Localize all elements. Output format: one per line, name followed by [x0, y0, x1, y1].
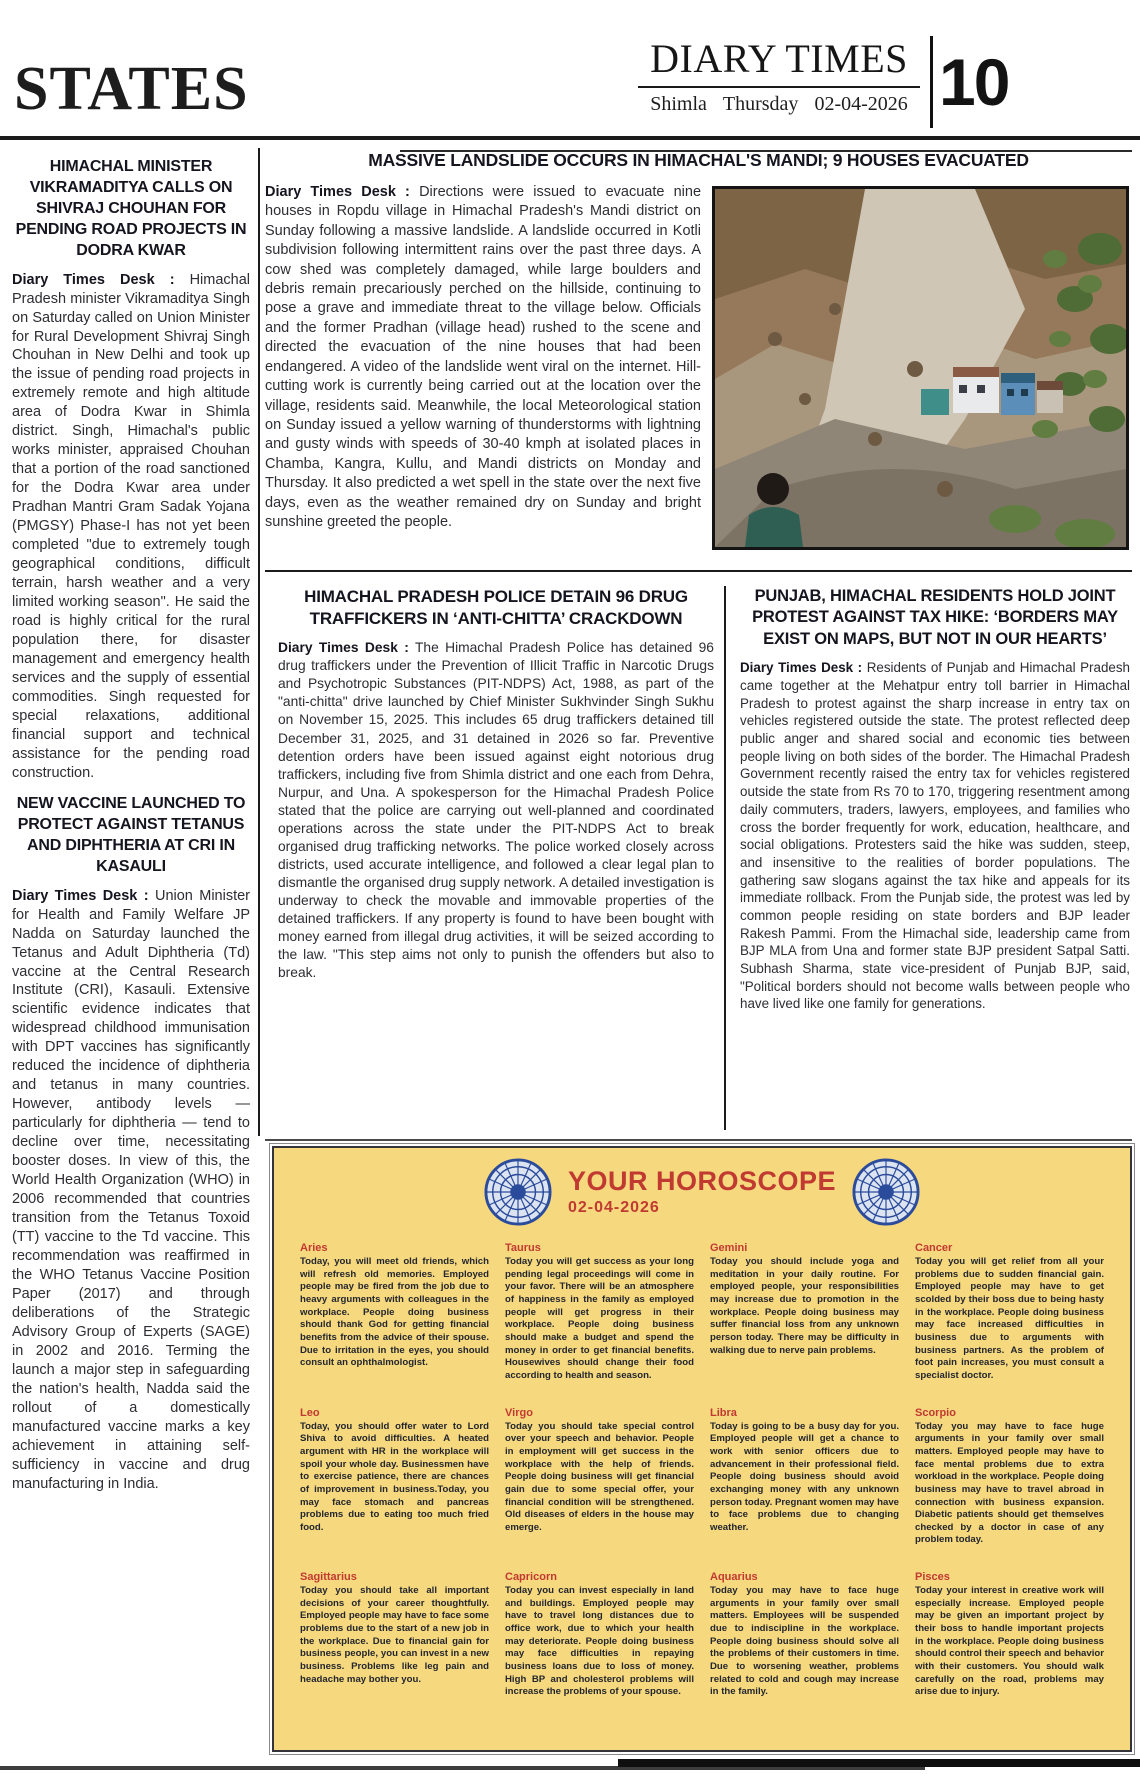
sign-name: Pisces [915, 1571, 950, 1584]
article-body [278, 639, 714, 982]
body-text: Directions were issued to evacuate nine houses in Ropdu village in Himachal Pradesh's Mandi district on Sunday following a massive landslide. A landslide occurred in Kotli subdivision following intermittent rains over the past three days. A cow shed was completely damaged, while large boulders and debris remain precariously perched on the hillside, continuing to pose a grave and immediate threat to the village below. Officials and the former Pradhan (village head) rushed to the scene and directed the evacuation of the nine houses that had been endangered. A video of the landslide went viral on the internet. Hill-cutting work is currently being carried out at the location over the village, residents said. Meanwhile, the local Meteorological station on Sunday issued a yellow warning of thunderstorms with lightning and gusty winds with speeds of 30-40 kmph at isolated places in Chamba, Kangra, Kullu, and Mandi districts on Monday and Thursday. It also predicted a wet spell in the state over the next five days, even as the weather remained dry on Sunday and bright sunshine greeted the people. [265, 183, 702, 531]
sign-text: Today you should include yoga and meditation in your daily routine. For employed people, your responsibilities may increase due to promotion in the workplace. People doing business may suffer financial loss from any unknown person today. There may be difficulty in walking due to nerve pain problems. [710, 1256, 899, 1356]
body-text: The Himachal Pradesh Police has detained 96 drug traffickers under the Prevention of Illicit Traffic in Narcotic Drugs and Psychotropic Substances (PIT-NDPS) Act, 1988, as part of the "anti-chitta" drive launched by Chief Minister Sukhvinder Singh Sukhu on November 15, 2025. This includes 65 drug traffickers detained till December 31, 2025, and 31 detained in 2026 so far. Preventive detention orders have been issued against eight notorious drug traffickers, including five from Shimla district and one each from Dehra, Nurpur, and Una. A spokesperson for the Himachal Pradesh Police stated that the police are carrying out well-planned and coordinated operations across the state under the PIT-NDPS Act to break organised drug trafficking networks. The police worked closely across districts, used accurate intelligence, and followed a clear legal plan to dismantle the organised drug supply network. A detailed investigation is underway to check the movable and immovable properties of the detained traffickers. If any property is found to have been bought with money earned from illegal drug activities, it will be seized according to the law. "This step aims not only to punish the offenders but also to break. [278, 640, 714, 981]
horoscope-entry [505, 1242, 694, 1383]
horoscope-entry [915, 1242, 1104, 1383]
sign-name: Taurus [505, 1242, 541, 1254]
horoscope-entry [300, 1407, 489, 1548]
article-vaccine [12, 793, 250, 1494]
byline: Diary Times Desk : [12, 271, 175, 288]
article-protest [740, 584, 1130, 1136]
sign-text: Today you will get success as your long pending legal proceedings will come in your favor. There will be an atmosphere of happiness in the family as employed people will get progress in their workplace. People doing business should make a budget and spend the money in order to get financial benefits. Housewives should change their food according to health and season. [505, 1256, 694, 1381]
dateline-date: 02-04-2026 [814, 93, 908, 115]
body-text: Residents of Punjab and Himachal Pradesh came together at the Mehatpur entry toll barrier in Himachal Pradesh to protest against the sharp increase in entry tax on vehicles registered outside the state. The protest reflected deep public anger and shared social and economic ties between people living on both sides of the border. The Himachal Pradesh Government recently raised the entry tax for vehicles registered outside the state from Rs 70 to 170, triggering resentment among daily commuters, traders, lawyers, employees, and families who cross the border frequently for work, education, healthcare, and social obligations. Protesters said the hike was sudden, steep, and insensitive to the realities of border populations. The gathering saw slogans against the tax hike and appeals for its immediate rollback. From the Punjab side, the protest was led by common people residing on state borders and BJP leader Rakesh Pammi. From the Himachal side, leadership came from BJP MLA from Una and former state BJP president Satpal Satti. Subhash Sharma, state vice-president of Punjab BJP, said, "Political borders should not become walls between people who have lived like one family for generations. [740, 660, 1130, 1012]
column-divider-mid [724, 586, 726, 1130]
sign-name: Sagittarius [300, 1571, 357, 1584]
article-body [12, 271, 250, 784]
article-landslide [265, 146, 1132, 566]
sign-text: Today is going to be a busy day for you. Employed people will get a chance to work with senior officers due to advancement in their professional field. People doing business should avoid exchanging money with any unknown person today. Pregnant women may have to face problems due to changing weather. [710, 1420, 899, 1533]
horoscope-date: 02-04-2026 [567, 1198, 660, 1216]
sign-text: Today you will get relief from all your problems due to sudden financial gain. Employed people may have to get scolded by their boss due to being hasty in the workplace. People doing business may face increased difficulties in business due to arguments with business partners. As the problem of foot pain increases, you must consult a specialist doctor. [915, 1256, 1104, 1381]
article-road-projects [12, 156, 250, 783]
horoscope-entry [300, 1242, 489, 1383]
sign-text: Today you should take special control over your speech and behavior. People in employment will get success in the workplace with the help of friends. People doing business will get financial gain due to some special offer, your financial condition will be strengthened. Old diseases of elders in the house may emerge. [505, 1420, 694, 1533]
article-police [278, 584, 714, 1136]
body-text: Himachal Pradesh minister Vikramaditya Singh on Saturday called on Union Minister for Rural Development Shivraj Singh Chouhan in New Delhi and took up the issue of pending road projects in extremely remote and high altitude area of Dodra Kwar in Shimla district. Singh, Himachal's public works minister, appraised Chouhan that a portion of the road sanctioned for the Dodra Kwar area under Pradhan Mantri Gram Sadak Yojana (PMGSY) Phase-I has not yet been completed "due to extremely tough geographical conditions, difficult terrain, harsh weather and a very limited working season". He said the road is highly critical for the rural population there, for disaster management and emergency health services and the supply of essential commodities. Singh requested for special relaxations, additional financial support and technical assistance for the pending road construction. [12, 271, 250, 782]
column-divider-left [258, 148, 260, 1136]
paper-name: DIARY TIMES [638, 36, 920, 88]
sign-text: Today, you should offer water to Lord Shiva to avoid difficulties. A heated argument with HR in the workplace will spoil your whole day. Businessmen have to exercise patience, there are chances of improvement in business.Today, you may face stomach and pancreas problems due to eating too much fried food. [300, 1420, 489, 1533]
sign-name: Gemini [710, 1242, 748, 1254]
dateline-city: Shimla [650, 93, 707, 115]
sign-name: Cancer [915, 1242, 953, 1254]
horoscope-grid [274, 1226, 1130, 1711]
sign-text: Today you should take all important decisions of your career thoughtfully. Employed people may have to face some problems due to the start of a new job in the workplace. Due to financial gain for business people, you can invest in a new business. Problems like leg pain and headache may bother you. [300, 1585, 489, 1685]
article-headline: HIMACHAL MINISTER VIKRAMADITYA CALLS ON SHIVRAJ CHOUHAN FOR PENDING ROAD PROJECTS IN DODRA KWAR [15, 158, 247, 260]
zodiac-wheel-icon [484, 1158, 552, 1226]
dateline [638, 88, 920, 116]
landslide-photo-graphic [715, 189, 1126, 547]
horoscope-entry [915, 1407, 1104, 1548]
sign-text: Today, you will meet old friends, which will refresh old memories. Employed people may be fired from the job due to heavy arguments with colleagues in the workplace. People doing business should thank God for getting financial benefits from the advice of their spouse. Due to irritation in the eyes, you should consult an ophthalmologist. [300, 1256, 489, 1369]
byline: Diary Times Desk : [12, 887, 149, 904]
horoscope-entry [915, 1571, 1104, 1711]
article-body [265, 183, 701, 533]
article-headline: HIMACHAL PRADESH POLICE DETAIN 96 DRUG TRAFFICKERS IN ‘ANTI-CHITTA’ CRACKDOWN [304, 587, 688, 629]
landslide-photo [712, 186, 1129, 550]
sign-name: Libra [710, 1406, 737, 1419]
sign-text: Today your interest in creative work will especially increase. Employed people may be given an important project by their boss to handle important projects in the workplace. People doing business should control their speech and behavior with their customers. You should walk carefully on the road, problems may arise due to injury. [915, 1585, 1104, 1698]
byline: Diary Times Desk : [265, 183, 410, 200]
horoscope-entry [505, 1407, 694, 1548]
byline: Diary Times Desk : [278, 640, 409, 656]
sign-text: Today you can invest especially in land and buildings. Employed people may have to travel long distances due to office work, due to which your health may deteriorate. People doing business may face difficulties in repaying business loans due to loss of money. High BP and cholesterol problems will increase the problems of your spouse. [505, 1585, 694, 1698]
article-headline: NEW VACCINE LAUNCHED TO PROTECT AGAINST TETANUS AND DIPHTHERIA AT CRI IN KASAULI [16, 795, 246, 876]
section-divider [265, 570, 1132, 572]
horoscope-title: YOUR HOROSCOPE [567, 1166, 837, 1197]
sign-name: Aquarius [710, 1571, 758, 1584]
header-rule [0, 136, 1140, 140]
sign-name: Scorpio [915, 1406, 956, 1419]
sign-text: Today you may have to face huge arguments in your family over small matters. Employees will be suspended due to indiscipline in the workplace. People doing business should solve all the problems of their customers in time. Due to worsening weather, problems related to cold and cough may increase in the family. [710, 1585, 899, 1698]
zodiac-wheel-icon [852, 1158, 920, 1226]
masthead [638, 36, 1008, 128]
horoscope-entry [710, 1242, 899, 1383]
body-text: Union Minister for Health and Family Welfare JP Nadda on Saturday launched the Tetanus and Adult Diphtheria (Td) vaccine at the Central Research Institute (CRI), Kasauli. Extensive scientific evidence indicates that widespread childhood immunisation with DPT vaccines has significantly reduced the incidence of diphtheria and tetanus in many countries. However, antibody levels — particularly for diphtheria — tend to decline over time, necessitating booster doses. In view of this, the World Health Organization (WHO) in 2006 recommended that countries transition from the Tetanus Toxoid (TT) vaccine to the Td vaccine. This recommendation was reaffirmed in the WHO Tetanus Vaccine Position Paper (2017) and through deliberations of the Strategic Advisory Group of Experts (SAGE) in 2002 and 2016. Terming the launch a major step in safeguarding the nation's health, Nadda said the rollout of a domestically manufactured vaccine marks a key achievement in attaining self-sufficiency in vaccine and drug manufacturing in India. [12, 887, 250, 1493]
horoscope-header [274, 1148, 1130, 1226]
article-headline: PUNJAB, HIMACHAL RESIDENTS HOLD JOINT PROTEST AGAINST TAX HIKE: ‘BORDERS MAY EXIST ON MAPS, BUT NOT IN OUR HEARTS’ [752, 587, 1118, 648]
dateline-day: Thursday [722, 93, 799, 115]
horoscope-top-rule [265, 1139, 1132, 1141]
left-column [12, 146, 250, 1576]
sign-name: Aries [300, 1242, 328, 1254]
horoscope-entry [300, 1571, 489, 1711]
horoscope-box [272, 1146, 1132, 1752]
horoscope-entry [710, 1407, 899, 1548]
sign-name: Capricorn [505, 1571, 557, 1584]
sign-name: Leo [300, 1406, 320, 1419]
article-body [740, 659, 1130, 1013]
byline: Diary Times Desk : [740, 660, 863, 676]
article-body [12, 887, 250, 1495]
bottom-rule-right [618, 1759, 1140, 1767]
sign-name: Virgo [505, 1406, 533, 1419]
sign-text: Today you may have to face huge arguments in your family over small matters. Employed people may have to face mental problems due to extra workload in the workplace. People doing business may have to travel abroad in connection with business expansion. Diabetic patients should get themselves checked by a doctor in case of any problem today. [915, 1420, 1104, 1546]
horoscope-entry [505, 1571, 694, 1711]
horoscope-entry [710, 1571, 899, 1711]
section-title: STATES [14, 55, 249, 123]
page-number: 10 [930, 36, 1008, 128]
article-headline: MASSIVE LANDSLIDE OCCURS IN HIMACHAL'S MANDI; 9 HOUSES EVACUATED [368, 150, 1029, 170]
